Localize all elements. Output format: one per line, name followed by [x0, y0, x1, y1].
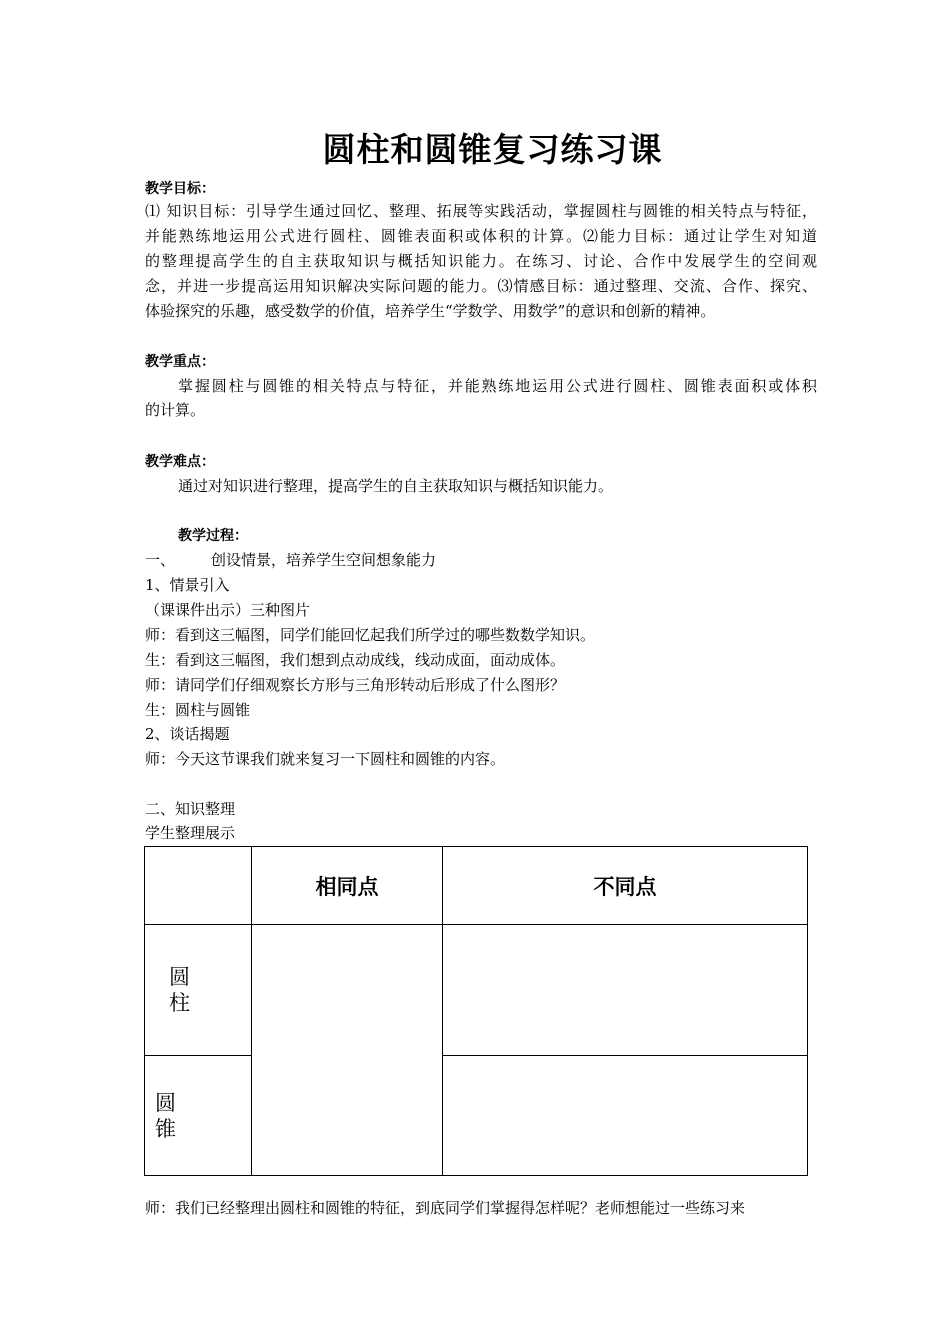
process-line: 师：看到这三幅图，同学们能回忆起我们所学过的哪些数数学知识。 — [145, 626, 596, 644]
process-line: 师：请同学们仔细观察长方形与三角形转动后形成了什么图形？ — [145, 676, 566, 694]
objectives-line: 的整理提高学生的自主获取知识与概括知识能力。在练习、讨论、合作中发展学生的空间观 — [145, 252, 817, 270]
process-line: 生：圆柱与圆锥 — [145, 701, 251, 719]
difficulties-line: 通过对知识进行整理，提高学生的自主获取知识与概括知识能力。 — [178, 477, 614, 495]
objectives-line: 并能熟练地运用公式进行圆柱、圆锥表面积或体积的计算。⑵能力目标：通过让学生对知道 — [145, 227, 817, 245]
process-line: 师：今天这节课我们就来复习一下圆柱和圆锥的内容。 — [145, 750, 506, 768]
page-title: 圆柱和圆锥复习练习课 — [322, 130, 663, 169]
objectives-line: 体验探究的乐趣，感受数学的价值，培养学生“学数学、用数学”的意识和创新的精神。 — [145, 302, 716, 320]
comparison-table — [144, 846, 808, 1176]
process-line: 生：看到这三幅图，我们想到点动成线，线动成面，面动成体。 — [145, 651, 566, 669]
table-corner-cell — [145, 847, 252, 925]
process-heading: 教学过程： — [178, 528, 248, 544]
section2-heading: 二、知识整理 — [145, 800, 236, 818]
cell-diff-cone — [443, 1056, 808, 1176]
key-points-line: 掌握圆柱与圆锥的相关特点与特征，并能熟练地运用公式进行圆柱、圆锥表面积或体积 — [178, 377, 817, 395]
cell-same — [252, 925, 443, 1176]
row-label-cylinder: 圆 柱 — [145, 925, 252, 1056]
key-points-heading: 教学重点： — [145, 354, 215, 370]
closing-line: 师：我们已经整理出圆柱和圆锥的特征，到底同学们掌握得怎样呢？老师想能过一些练习来 — [145, 1199, 746, 1217]
difficulties-heading: 教学难点： — [145, 454, 215, 470]
header-same: 相同点 — [252, 847, 443, 925]
key-points-line: 的计算。 — [145, 401, 206, 419]
process-line: （课课件出示）三种图片 — [145, 601, 311, 619]
objectives-line: 念，并进一步提高运用知识解决实际问题的能力。⑶情感目标：通过整理、交流、合作、探究、 — [145, 277, 817, 295]
section1-title: 创设情景，培养学生空间想象能力 — [211, 551, 437, 569]
cell-diff-cylinder — [443, 925, 808, 1056]
table-caption: 学生整理展示 — [145, 824, 236, 842]
process-line: 2、谈话揭题 — [145, 725, 230, 743]
objectives-heading: 教学目标： — [145, 181, 215, 197]
process-line: 1、情景引入 — [145, 576, 230, 594]
section1-number: 一、 — [145, 551, 176, 569]
header-diff: 不同点 — [443, 847, 808, 925]
row-label-cone: 圆 锥 — [145, 1056, 252, 1176]
objectives-line: ⑴ 知识目标：引导学生通过回忆、整理、拓展等实践活动，掌握圆柱与圆锥的相关特点与特征， — [145, 202, 817, 220]
